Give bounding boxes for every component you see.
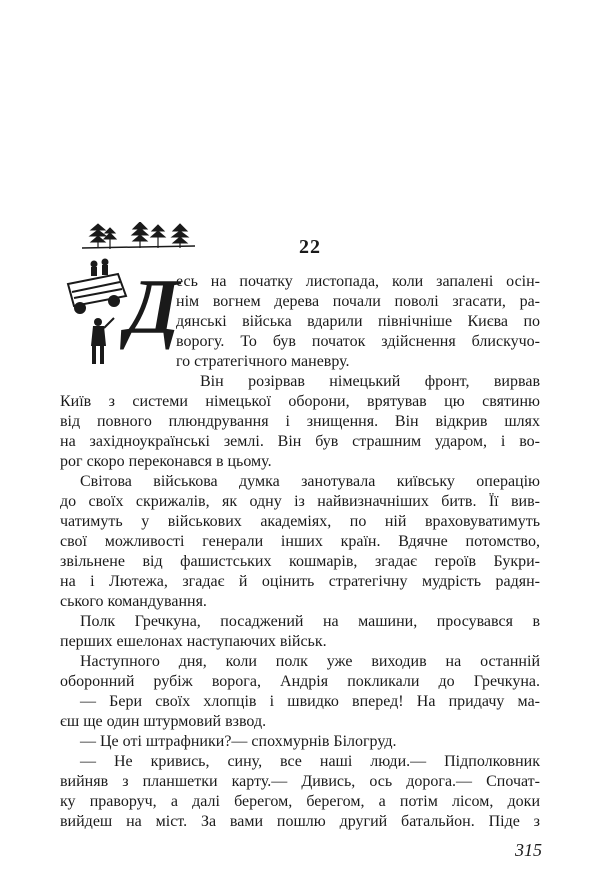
text-line: Світова військова думка занотувала київську операцію: [80, 473, 540, 490]
text-line: єш ще один штурмовий взвод.: [60, 713, 267, 730]
soldiers-icon: [91, 259, 109, 277]
text-line: ворогу. То був початок здійснення блискучо-: [176, 333, 540, 350]
text-line: го стратегічного маневру.: [176, 353, 350, 370]
text-line: рог скоро переконався в цьому.: [60, 453, 272, 470]
text-line: вийняв з планшетки карту.— Дивись, ось дорога.— Спочат-: [60, 773, 540, 790]
text-line: ку праворуч, а далі берегом, берегом, а потім лісом, доки: [60, 793, 540, 810]
tree-icon: [172, 224, 188, 248]
text-line: дянські війська вдарили північніше Києва по: [176, 313, 540, 330]
text-line: ського командування.: [60, 593, 207, 610]
text-line: перших ешелонах наступаючих військ.: [60, 633, 327, 650]
page-number: 315: [515, 840, 542, 860]
text-line: Він розірвав німецький фронт, вирвав: [200, 373, 540, 390]
drop-cap-letter: Д: [126, 263, 180, 350]
text-line: Київ з системи німецької оборони, врятував цю святиню: [60, 393, 540, 410]
text-line: свої можливості генерали інших країн. Вдячне потомство,: [60, 533, 540, 550]
truck-icon: [68, 274, 126, 313]
horizon-line: [82, 246, 195, 248]
text-line: до своїх скрижалів, як одну із найвизначніших битв. Її вив-: [60, 493, 540, 510]
text-line: — Бери своїх хлопців і швидко вперед! На придачу ма-: [80, 693, 540, 710]
text-line: — Не кривись, сину, все наші люди.— Підполковник: [80, 753, 540, 770]
tree-icon: [104, 228, 116, 249]
text-line: Наступного дня, коли полк уже виходив на останній: [80, 653, 540, 670]
tree-icon: [151, 225, 165, 248]
text-line: чатимуть у військових академіях, по ній враховуватимуть: [60, 513, 540, 530]
text-line: нім вогнем дерева почали поволі згасати, ра-: [176, 293, 540, 310]
text-line: — Це оті штрафники?— спохмурнів Білогруд.: [80, 733, 397, 750]
chapter-number: 22: [299, 236, 321, 258]
text-line: есь на початку листопада, коли запалені осін-: [176, 273, 540, 290]
tree-icon: [132, 222, 148, 248]
text-line: Полк Гречкуна, посаджений на машини, просувався в: [80, 613, 540, 630]
text-line: від повного плюндрування і знищення. Він відкрив шлях: [60, 413, 540, 430]
text-line: вийдеш на міст. За вами пошлю другий батальйон. Піде з: [60, 813, 540, 830]
tree-icon: [90, 224, 106, 248]
text-line: на і Лютежа, згадає й оцінить стратегічну мудрість радян-: [60, 573, 540, 590]
soldier-figure-icon: [91, 318, 114, 364]
text-line: звільнене від фашистських кошмарів, згадає героїв Букри-: [60, 553, 540, 570]
text-line: оборонний рубіж ворога, Андрія покликали до Гречкуна.: [60, 673, 540, 690]
text-line: на західноукраїнські землі. Він був страшним ударом, і во-: [60, 433, 540, 450]
